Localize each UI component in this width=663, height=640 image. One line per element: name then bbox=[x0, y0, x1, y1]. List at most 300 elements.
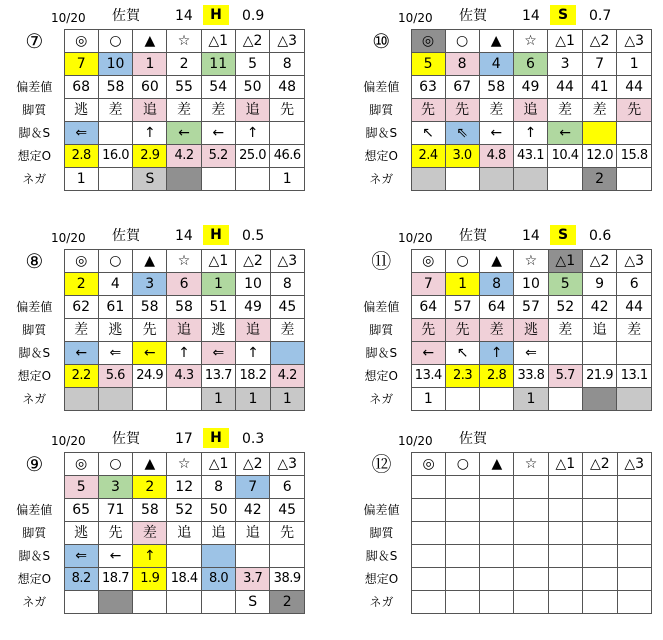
table-cell: 3 bbox=[548, 53, 583, 76]
mark-header-cell: ◎ bbox=[64, 250, 98, 273]
table-row bbox=[5, 76, 305, 99]
row-label: 脚＆S bbox=[18, 346, 51, 360]
table-cell: 12 bbox=[167, 476, 202, 499]
table-cell: ⇐ bbox=[64, 545, 98, 568]
mark-header-cell: ◎ bbox=[412, 453, 446, 476]
table-cell bbox=[514, 476, 548, 499]
mark-header-cell: ☆ bbox=[513, 30, 548, 53]
row-label: 想定O bbox=[364, 572, 399, 586]
table-cell bbox=[167, 388, 201, 411]
table-cell bbox=[548, 342, 582, 365]
table-cell bbox=[446, 591, 480, 614]
table-cell: 49 bbox=[236, 296, 271, 319]
table-row bbox=[5, 453, 305, 476]
race-panel bbox=[352, 5, 652, 210]
mark-header-cell: ▲ bbox=[133, 453, 167, 476]
table-cell bbox=[548, 522, 582, 545]
table-cell: 6 bbox=[513, 53, 548, 76]
table-cell bbox=[617, 168, 652, 191]
table-row bbox=[5, 591, 305, 614]
table-cell: ⇖ bbox=[445, 122, 479, 145]
table-row bbox=[5, 568, 305, 591]
table-cell: 2 bbox=[133, 476, 167, 499]
table-cell: 2.3 bbox=[446, 365, 480, 388]
mark-header-cell: △3 bbox=[617, 250, 652, 273]
table-cell: 4 bbox=[479, 53, 513, 76]
table-cell: ← bbox=[411, 342, 446, 365]
table-cell: 5.2 bbox=[201, 145, 235, 168]
row-label: 脚質 bbox=[22, 103, 47, 117]
row-label bbox=[5, 476, 64, 499]
table-cell: 61 bbox=[98, 296, 132, 319]
table-cell: 68 bbox=[64, 76, 98, 99]
race-header bbox=[5, 225, 305, 247]
race-panel bbox=[352, 225, 652, 430]
table-cell: 24.9 bbox=[132, 365, 167, 388]
row-label: 想定O bbox=[17, 572, 52, 586]
table-cell bbox=[583, 476, 617, 499]
table-cell: 差 bbox=[479, 99, 513, 122]
table-cell: 3 bbox=[98, 476, 133, 499]
table-cell: 8.2 bbox=[64, 568, 98, 591]
race-number: ⑨ bbox=[25, 452, 44, 476]
table-cell: 5 bbox=[411, 53, 445, 76]
table-cell: 2.8 bbox=[480, 365, 514, 388]
runner-count: 14 bbox=[522, 228, 540, 244]
mark-header-cell: ☆ bbox=[514, 250, 549, 273]
table-cell: 5.7 bbox=[548, 365, 582, 388]
table-row bbox=[5, 30, 305, 53]
race-header bbox=[352, 225, 652, 247]
table-cell: 45 bbox=[270, 499, 305, 522]
row-label: 偏差値 bbox=[16, 503, 53, 517]
table-cell bbox=[412, 591, 446, 614]
table-cell: ↑ bbox=[133, 545, 167, 568]
table-cell bbox=[412, 522, 446, 545]
table-cell: 55 bbox=[167, 76, 201, 99]
mark-header-cell: ▲ bbox=[133, 30, 167, 53]
table-cell bbox=[514, 522, 548, 545]
race-header bbox=[352, 428, 652, 450]
table-row bbox=[5, 319, 305, 342]
mark-header-cell: △1 bbox=[201, 30, 235, 53]
table-cell: ↑ bbox=[167, 342, 201, 365]
table-cell bbox=[167, 591, 202, 614]
table-cell: 2.4 bbox=[411, 145, 445, 168]
table-cell: 逃 bbox=[64, 99, 98, 122]
table-cell: 63 bbox=[411, 76, 445, 99]
table-row bbox=[352, 76, 652, 99]
table-cell: ↖ bbox=[446, 342, 480, 365]
table-cell: 6 bbox=[167, 273, 201, 296]
table-cell bbox=[480, 568, 514, 591]
table-cell bbox=[479, 168, 513, 191]
table-cell: 差 bbox=[548, 99, 583, 122]
runner-count: 14 bbox=[175, 8, 193, 24]
row-label: ネガ bbox=[369, 172, 394, 186]
table-cell bbox=[446, 476, 480, 499]
mark-header-cell: ○ bbox=[98, 250, 132, 273]
mark-header-cell: ▲ bbox=[480, 453, 514, 476]
table-row bbox=[5, 388, 305, 411]
table-cell: 先 bbox=[617, 99, 652, 122]
table-cell bbox=[617, 499, 652, 522]
race-date: 10/20 bbox=[398, 231, 433, 245]
mark-header-cell: ▲ bbox=[480, 250, 514, 273]
table-cell bbox=[548, 499, 582, 522]
table-cell: 33.8 bbox=[514, 365, 549, 388]
table-cell: 58 bbox=[133, 499, 167, 522]
table-cell: 2.2 bbox=[64, 365, 98, 388]
mark-header-cell: ○ bbox=[98, 30, 133, 53]
table-cell bbox=[64, 591, 98, 614]
race-venue: 佐賀 bbox=[459, 8, 487, 24]
table-row bbox=[352, 53, 652, 76]
race-score: 0.9 bbox=[242, 8, 265, 24]
table-cell bbox=[583, 568, 617, 591]
row-label: 偏差値 bbox=[363, 80, 400, 94]
table-cell bbox=[583, 591, 617, 614]
table-cell: 差 bbox=[480, 319, 514, 342]
table-cell: 差 bbox=[201, 99, 235, 122]
table-cell bbox=[480, 388, 514, 411]
table-row bbox=[5, 273, 305, 296]
table-cell bbox=[270, 545, 305, 568]
mark-header-cell: ○ bbox=[98, 453, 133, 476]
race-venue: 佐賀 bbox=[112, 8, 140, 24]
table-row bbox=[352, 319, 652, 342]
row-label: ネガ bbox=[22, 595, 47, 609]
table-cell: 2.8 bbox=[64, 145, 98, 168]
table-cell bbox=[480, 476, 514, 499]
table-cell bbox=[235, 168, 270, 191]
row-label: ネガ bbox=[22, 172, 47, 186]
table-cell: 逃 bbox=[98, 319, 132, 342]
table-cell: 1 bbox=[514, 388, 549, 411]
table-row bbox=[352, 522, 652, 545]
table-cell: 44 bbox=[617, 76, 652, 99]
row-label: 脚＆S bbox=[365, 549, 398, 563]
mark-header-cell: ☆ bbox=[167, 453, 202, 476]
mark-header-cell: ▲ bbox=[479, 30, 513, 53]
table-cell bbox=[582, 388, 617, 411]
table-cell: 1 bbox=[270, 388, 304, 411]
race-header bbox=[5, 5, 305, 27]
table-cell: 71 bbox=[98, 499, 133, 522]
table-cell: 差 bbox=[167, 99, 201, 122]
table-cell: 10 bbox=[98, 53, 133, 76]
race-date: 10/20 bbox=[51, 434, 86, 448]
table-cell: 13.4 bbox=[411, 365, 446, 388]
mark-header-cell: △2 bbox=[236, 250, 271, 273]
table-row bbox=[352, 99, 652, 122]
table-cell: ⇐ bbox=[514, 342, 549, 365]
mark-header-cell: △2 bbox=[582, 250, 617, 273]
mark-header-cell: ◎ bbox=[64, 453, 98, 476]
table-cell: 54 bbox=[201, 76, 235, 99]
mark-header-cell: △3 bbox=[270, 30, 305, 53]
table-cell: 5 bbox=[64, 476, 98, 499]
table-cell: 45 bbox=[270, 296, 304, 319]
table-cell: 1 bbox=[133, 53, 167, 76]
table-cell bbox=[583, 499, 617, 522]
table-cell bbox=[98, 388, 132, 411]
table-row bbox=[5, 499, 305, 522]
table-cell: 差 bbox=[133, 522, 167, 545]
table-row bbox=[352, 296, 652, 319]
row-label bbox=[352, 53, 411, 76]
table-cell: 8.0 bbox=[202, 568, 236, 591]
table-cell: 21.9 bbox=[582, 365, 617, 388]
race-venue: 佐賀 bbox=[459, 431, 487, 447]
row-label: 想定O bbox=[17, 149, 52, 163]
row-label: ネガ bbox=[369, 595, 394, 609]
table-cell: 追 bbox=[202, 522, 236, 545]
table-cell: 44 bbox=[548, 76, 583, 99]
race-number: ⑦ bbox=[25, 29, 44, 53]
table-cell bbox=[270, 122, 305, 145]
table-cell: 62 bbox=[64, 296, 98, 319]
race-table bbox=[352, 249, 652, 411]
table-row bbox=[5, 365, 305, 388]
table-cell: 49 bbox=[513, 76, 548, 99]
table-cell: 3.0 bbox=[445, 145, 479, 168]
table-cell: 1 bbox=[236, 388, 271, 411]
table-cell bbox=[411, 168, 445, 191]
table-cell: 1 bbox=[201, 273, 236, 296]
table-cell: 46.6 bbox=[270, 145, 305, 168]
table-cell bbox=[412, 568, 446, 591]
table-cell bbox=[202, 591, 236, 614]
race-venue: 佐賀 bbox=[112, 228, 140, 244]
table-cell: 18.4 bbox=[167, 568, 202, 591]
race-panel bbox=[352, 428, 652, 633]
mark-header-cell: △2 bbox=[236, 453, 270, 476]
race-score: 0.6 bbox=[589, 228, 612, 244]
race-table bbox=[5, 452, 305, 614]
table-cell: 2 bbox=[167, 53, 201, 76]
table-row bbox=[5, 522, 305, 545]
race-table bbox=[5, 29, 305, 191]
table-cell: 2 bbox=[64, 273, 98, 296]
mark-header-cell: ☆ bbox=[167, 30, 201, 53]
table-cell bbox=[583, 545, 617, 568]
table-cell: 50 bbox=[235, 76, 270, 99]
race-score: 0.3 bbox=[242, 431, 265, 447]
table-cell: 8 bbox=[480, 273, 514, 296]
table-cell: 44 bbox=[617, 296, 652, 319]
table-cell: ⇐ bbox=[64, 122, 98, 145]
table-row bbox=[352, 250, 652, 273]
row-label: 脚＆S bbox=[18, 126, 51, 140]
table-cell: 追 bbox=[582, 319, 617, 342]
table-cell: 42 bbox=[236, 499, 270, 522]
table-cell: ↑ bbox=[235, 122, 270, 145]
table-cell bbox=[480, 545, 514, 568]
table-cell: 15.8 bbox=[617, 145, 652, 168]
table-cell: 7 bbox=[64, 53, 98, 76]
row-label bbox=[352, 476, 412, 499]
table-cell: 6 bbox=[617, 273, 652, 296]
table-row bbox=[5, 296, 305, 319]
row-label: 脚質 bbox=[369, 526, 394, 540]
table-cell bbox=[64, 388, 98, 411]
row-label: 偏差値 bbox=[16, 80, 53, 94]
table-cell: ↑ bbox=[480, 342, 514, 365]
table-cell: 18.2 bbox=[236, 365, 271, 388]
row-label bbox=[5, 53, 64, 76]
race-score: 0.7 bbox=[589, 8, 612, 24]
mark-header-cell: ☆ bbox=[167, 250, 201, 273]
table-cell bbox=[548, 568, 582, 591]
mark-header-cell: △3 bbox=[617, 30, 652, 53]
table-cell: ⇐ bbox=[201, 342, 236, 365]
table-cell: 60 bbox=[133, 76, 167, 99]
table-cell: 67 bbox=[445, 76, 479, 99]
table-cell: 25.0 bbox=[235, 145, 270, 168]
table-row bbox=[352, 168, 652, 191]
table-cell: 4.2 bbox=[270, 365, 304, 388]
table-row bbox=[352, 499, 652, 522]
table-row bbox=[352, 122, 652, 145]
table-cell: 51 bbox=[201, 296, 236, 319]
table-cell bbox=[201, 168, 235, 191]
table-cell: 差 bbox=[98, 99, 133, 122]
table-cell: 64 bbox=[480, 296, 514, 319]
table-cell: 先 bbox=[446, 319, 480, 342]
table-cell: ← bbox=[479, 122, 513, 145]
race-table bbox=[352, 29, 652, 191]
table-cell: ← bbox=[64, 342, 98, 365]
table-cell bbox=[412, 545, 446, 568]
mark-header-cell: △2 bbox=[583, 453, 617, 476]
row-label: 想定O bbox=[17, 369, 52, 383]
race-header bbox=[352, 5, 652, 27]
table-cell: ← bbox=[132, 342, 167, 365]
table-row bbox=[5, 122, 305, 145]
table-row bbox=[352, 342, 652, 365]
race-badge: H bbox=[203, 5, 229, 25]
race-number: ⑩ bbox=[372, 29, 391, 53]
table-cell bbox=[132, 388, 167, 411]
table-cell: 4.8 bbox=[479, 145, 513, 168]
table-cell bbox=[98, 168, 133, 191]
table-cell: 38.9 bbox=[270, 568, 305, 591]
race-score: 0.5 bbox=[242, 228, 265, 244]
race-date: 10/20 bbox=[51, 11, 86, 25]
table-cell: 1 bbox=[201, 388, 236, 411]
table-cell: 1.9 bbox=[133, 568, 167, 591]
row-label: 偏差値 bbox=[16, 300, 53, 314]
table-cell: 57 bbox=[446, 296, 480, 319]
runner-count: 17 bbox=[175, 431, 193, 447]
table-row bbox=[352, 365, 652, 388]
table-cell: 8 bbox=[270, 273, 304, 296]
race-number: ⑫ bbox=[371, 452, 392, 476]
race-badge bbox=[550, 428, 576, 448]
table-row bbox=[352, 273, 652, 296]
table-cell: 追 bbox=[167, 522, 202, 545]
table-cell bbox=[446, 545, 480, 568]
row-label: ネガ bbox=[22, 392, 47, 406]
table-cell: ← bbox=[201, 122, 235, 145]
race-panel bbox=[5, 5, 305, 210]
table-cell bbox=[548, 591, 582, 614]
table-cell: 58 bbox=[98, 76, 133, 99]
race-date: 10/20 bbox=[51, 231, 86, 245]
table-cell bbox=[617, 476, 652, 499]
table-cell bbox=[513, 168, 548, 191]
row-label: 脚＆S bbox=[18, 549, 51, 563]
mark-header-cell: ▲ bbox=[132, 250, 167, 273]
table-cell: 16.0 bbox=[98, 145, 133, 168]
table-cell: 追 bbox=[513, 99, 548, 122]
table-cell bbox=[446, 388, 480, 411]
mark-header-cell: △1 bbox=[548, 453, 582, 476]
table-cell bbox=[133, 591, 167, 614]
table-cell bbox=[446, 499, 480, 522]
table-cell: 逃 bbox=[64, 522, 98, 545]
table-cell: 追 bbox=[133, 99, 167, 122]
mark-header-cell: ◎ bbox=[411, 250, 446, 273]
table-cell bbox=[582, 122, 617, 145]
table-row bbox=[5, 145, 305, 168]
table-cell bbox=[446, 568, 480, 591]
table-row bbox=[5, 476, 305, 499]
table-cell bbox=[480, 499, 514, 522]
table-cell bbox=[548, 476, 582, 499]
table-cell: ⇐ bbox=[98, 342, 132, 365]
race-date: 10/20 bbox=[398, 434, 433, 448]
row-label bbox=[352, 273, 411, 296]
table-cell bbox=[548, 545, 582, 568]
race-venue: 佐賀 bbox=[112, 431, 140, 447]
table-cell: 1 bbox=[446, 273, 480, 296]
table-cell: 差 bbox=[64, 319, 98, 342]
table-cell: 58 bbox=[167, 296, 201, 319]
table-cell: 3.7 bbox=[236, 568, 270, 591]
table-cell: 8 bbox=[202, 476, 236, 499]
table-cell: 1 bbox=[270, 168, 305, 191]
table-cell: 1 bbox=[411, 388, 446, 411]
table-cell: 52 bbox=[548, 296, 582, 319]
mark-header-cell: ○ bbox=[446, 250, 480, 273]
table-cell: 5 bbox=[235, 53, 270, 76]
table-row bbox=[5, 53, 305, 76]
table-cell bbox=[617, 545, 652, 568]
table-cell: 4.2 bbox=[167, 145, 201, 168]
row-label: 脚質 bbox=[22, 323, 47, 337]
table-cell bbox=[514, 591, 548, 614]
table-row bbox=[5, 168, 305, 191]
table-cell bbox=[514, 568, 548, 591]
table-cell bbox=[617, 522, 652, 545]
table-cell: 18.7 bbox=[98, 568, 133, 591]
table-cell: 先 bbox=[270, 522, 305, 545]
table-cell: 差 bbox=[548, 319, 582, 342]
row-label: 偏差値 bbox=[363, 503, 400, 517]
table-cell bbox=[446, 522, 480, 545]
table-row bbox=[5, 99, 305, 122]
mark-header-cell: △1 bbox=[202, 453, 236, 476]
race-table bbox=[352, 452, 652, 614]
row-label: ネガ bbox=[369, 392, 394, 406]
table-cell: 2.9 bbox=[133, 145, 167, 168]
race-badge: H bbox=[203, 225, 229, 245]
table-cell: 逃 bbox=[514, 319, 549, 342]
race-panel bbox=[5, 428, 305, 633]
table-cell bbox=[270, 342, 304, 365]
